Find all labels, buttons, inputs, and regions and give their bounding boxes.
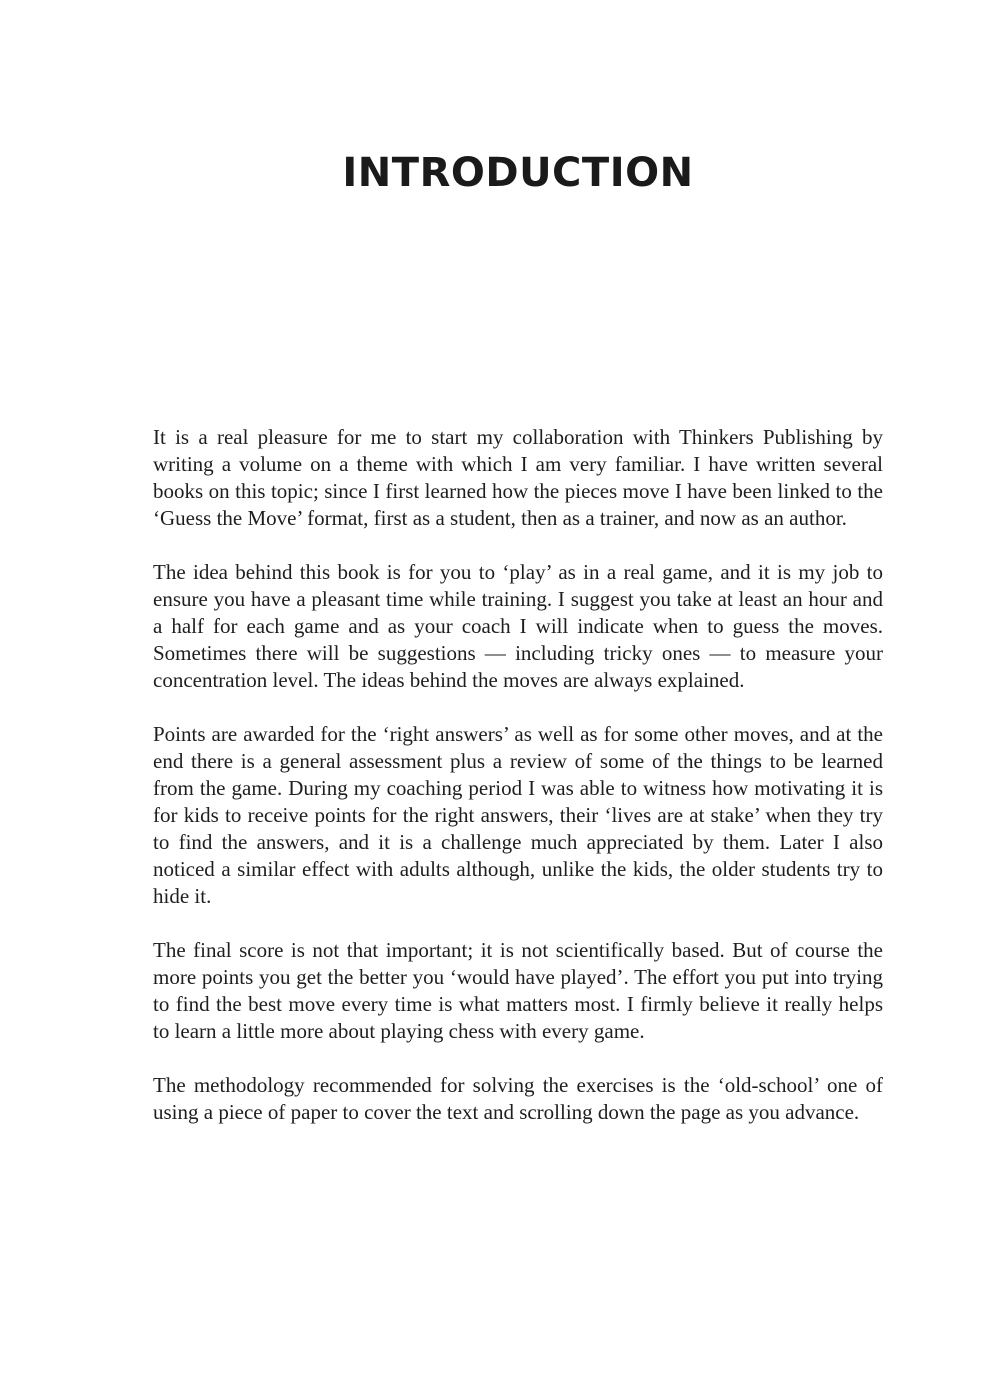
paragraph-3: Points are awarded for the ‘right answers’ as well as for some other moves, and at the end there is a general assessment plus a review of some of the things to be learned from the game. During my coaching period I was able to witness how motivating it is for kids to receive points for the right answers, their ‘lives are at stake’ when they try to find the answers, and it is a challenge much appreciated by them. Later I also noticed a similar effect with adults although, unlike the kids, the older students try to hide it. [153,722,883,908]
paragraph-5: The methodology recommended for solving the exercises is the ‘old-school’ one of using a piece of paper to cover the text and scrolling down the page as you advance. [153,1073,883,1124]
paragraph-2: The idea behind this book is for you to ‘play’ as in a real game, and it is my job to ensure you have a pleasant time while training. I suggest you take at least an hour and a half for each game and as your coach I will indicate when to guess the moves. Sometimes there will be suggestions — including tricky ones — to measure your concentration level. The ideas behind the moves are always explained. [153,560,883,692]
paragraph-1: It is a real pleasure for me to start my collaboration with Thinkers Publishing by writing a volume on a theme with which I am very familiar. I have written several books on this topic; since I first learned how the pieces move I have been linked to the ‘Guess the Move’ format, first as a student, then as a trainer, and now as an author. [153,425,883,530]
body-text [153,424,883,1153]
page-title: INTRODUCTION [342,150,694,196]
paragraph-4: The final score is not that important; it is not scientifically based. But of course the more points you get the better you ‘would have played’. The effort you put into trying to find the best move every time is what matters most. I firmly believe it really helps to learn a little more about playing chess with every game. [153,938,883,1043]
